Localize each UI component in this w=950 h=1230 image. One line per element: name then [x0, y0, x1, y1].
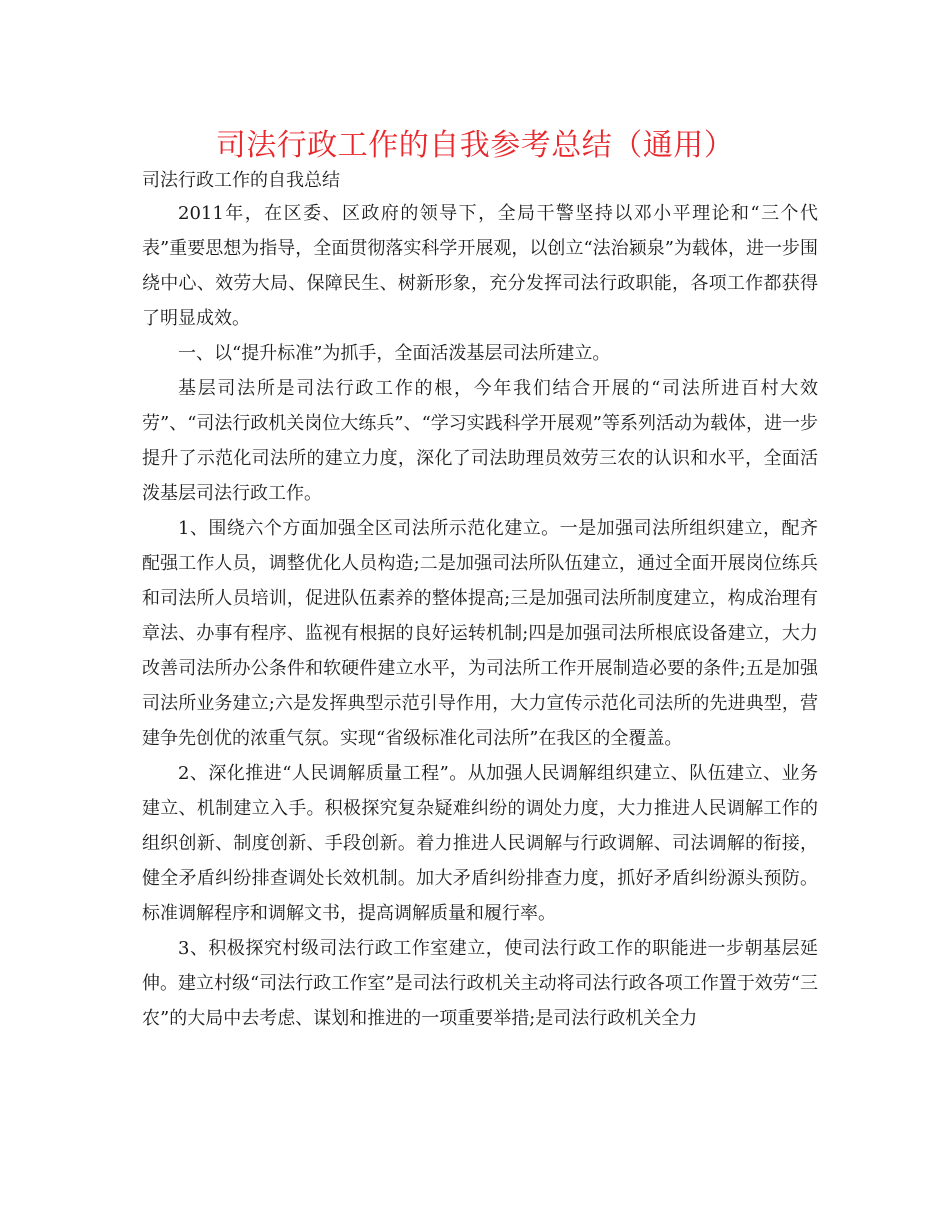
section-heading-1: 一、以“提升标准”为抓手，全面活泼基层司法所建立。: [178, 343, 611, 364]
paragraph-item-2: 2、深化推进“人民调解质量工程”。从加强人民调解组织建立、队伍建立、业务建立、机制建立入手。积极探究复杂疑难纠纷的调处力度，大力推进人民调解工作的组织创新、制度创新、手段创新。着力推进人民调解与行政调解、司法调解的衔接，健全矛盾纠纷排查调处长效机制。加大矛盾纠纷排查力度，抓好矛盾纠纷源头预防。标准调解程序和调解文书，提高调解质量和履行率。: [142, 763, 818, 924]
document-title: 司法行政工作的自我参考总结（通用）: [215, 128, 735, 163]
document-body: [142, 166, 818, 1036]
paragraph-intro: 2011年，在区委、区政府的领导下，全局干警坚持以邓小平理论和“三个代表”重要思想为指导，全面贯彻落实科学开展观，以创立“法治颍泉”为载体，进一步围绕中心、效劳大局、保障民生、树新形象，充分发挥司法行政职能，各项工作都获得了明显成效。: [142, 203, 818, 329]
paragraph-item-3: 3、积极探究村级司法行政工作室建立，使司法行政工作的职能进一步朝基层延伸。建立村级“司法行政工作室”是司法行政机关主动将司法行政各项工作置于效劳“三农”的大局中去考虑、谋划和推进的一项重要举措;是司法行政机关全力: [142, 938, 818, 1029]
document-subtitle: 司法行政工作的自我总结: [142, 170, 340, 191]
paragraph-item-1: 1、围绕六个方面加强全区司法所示范化建立。一是加强司法所组织建立，配齐配强工作人员，调整优化人员构造;二是加强司法所队伍建立，通过全面开展岗位练兵和司法所人员培训，促进队伍素养的整体提高;三是加强司法所制度建立，构成治理有章法、办事有程序、监视有根据的良好运转机制;四是加强司法所根底设备建立，大力改善司法所办公条件和软硬件建立水平，为司法所工作开展制造必要的条件;五是加强司法所业务建立;六是发挥典型示范引导作用，大力宣传示范化司法所的先进典型，营建争先创优的浓重气氛。实现“省级标准化司法所”在我区的全覆盖。: [142, 518, 818, 749]
paragraph-basic-offices: 基层司法所是司法行政工作的根，今年我们结合开展的“司法所进百村大效劳”、“司法行政机关岗位大练兵”、“学习实践科学开展观”等系列活动为载体，进一步提升了示范化司法所的建立力度，深化了司法助理员效劳三农的认识和水平，全面活泼基层司法行政工作。: [142, 378, 819, 504]
